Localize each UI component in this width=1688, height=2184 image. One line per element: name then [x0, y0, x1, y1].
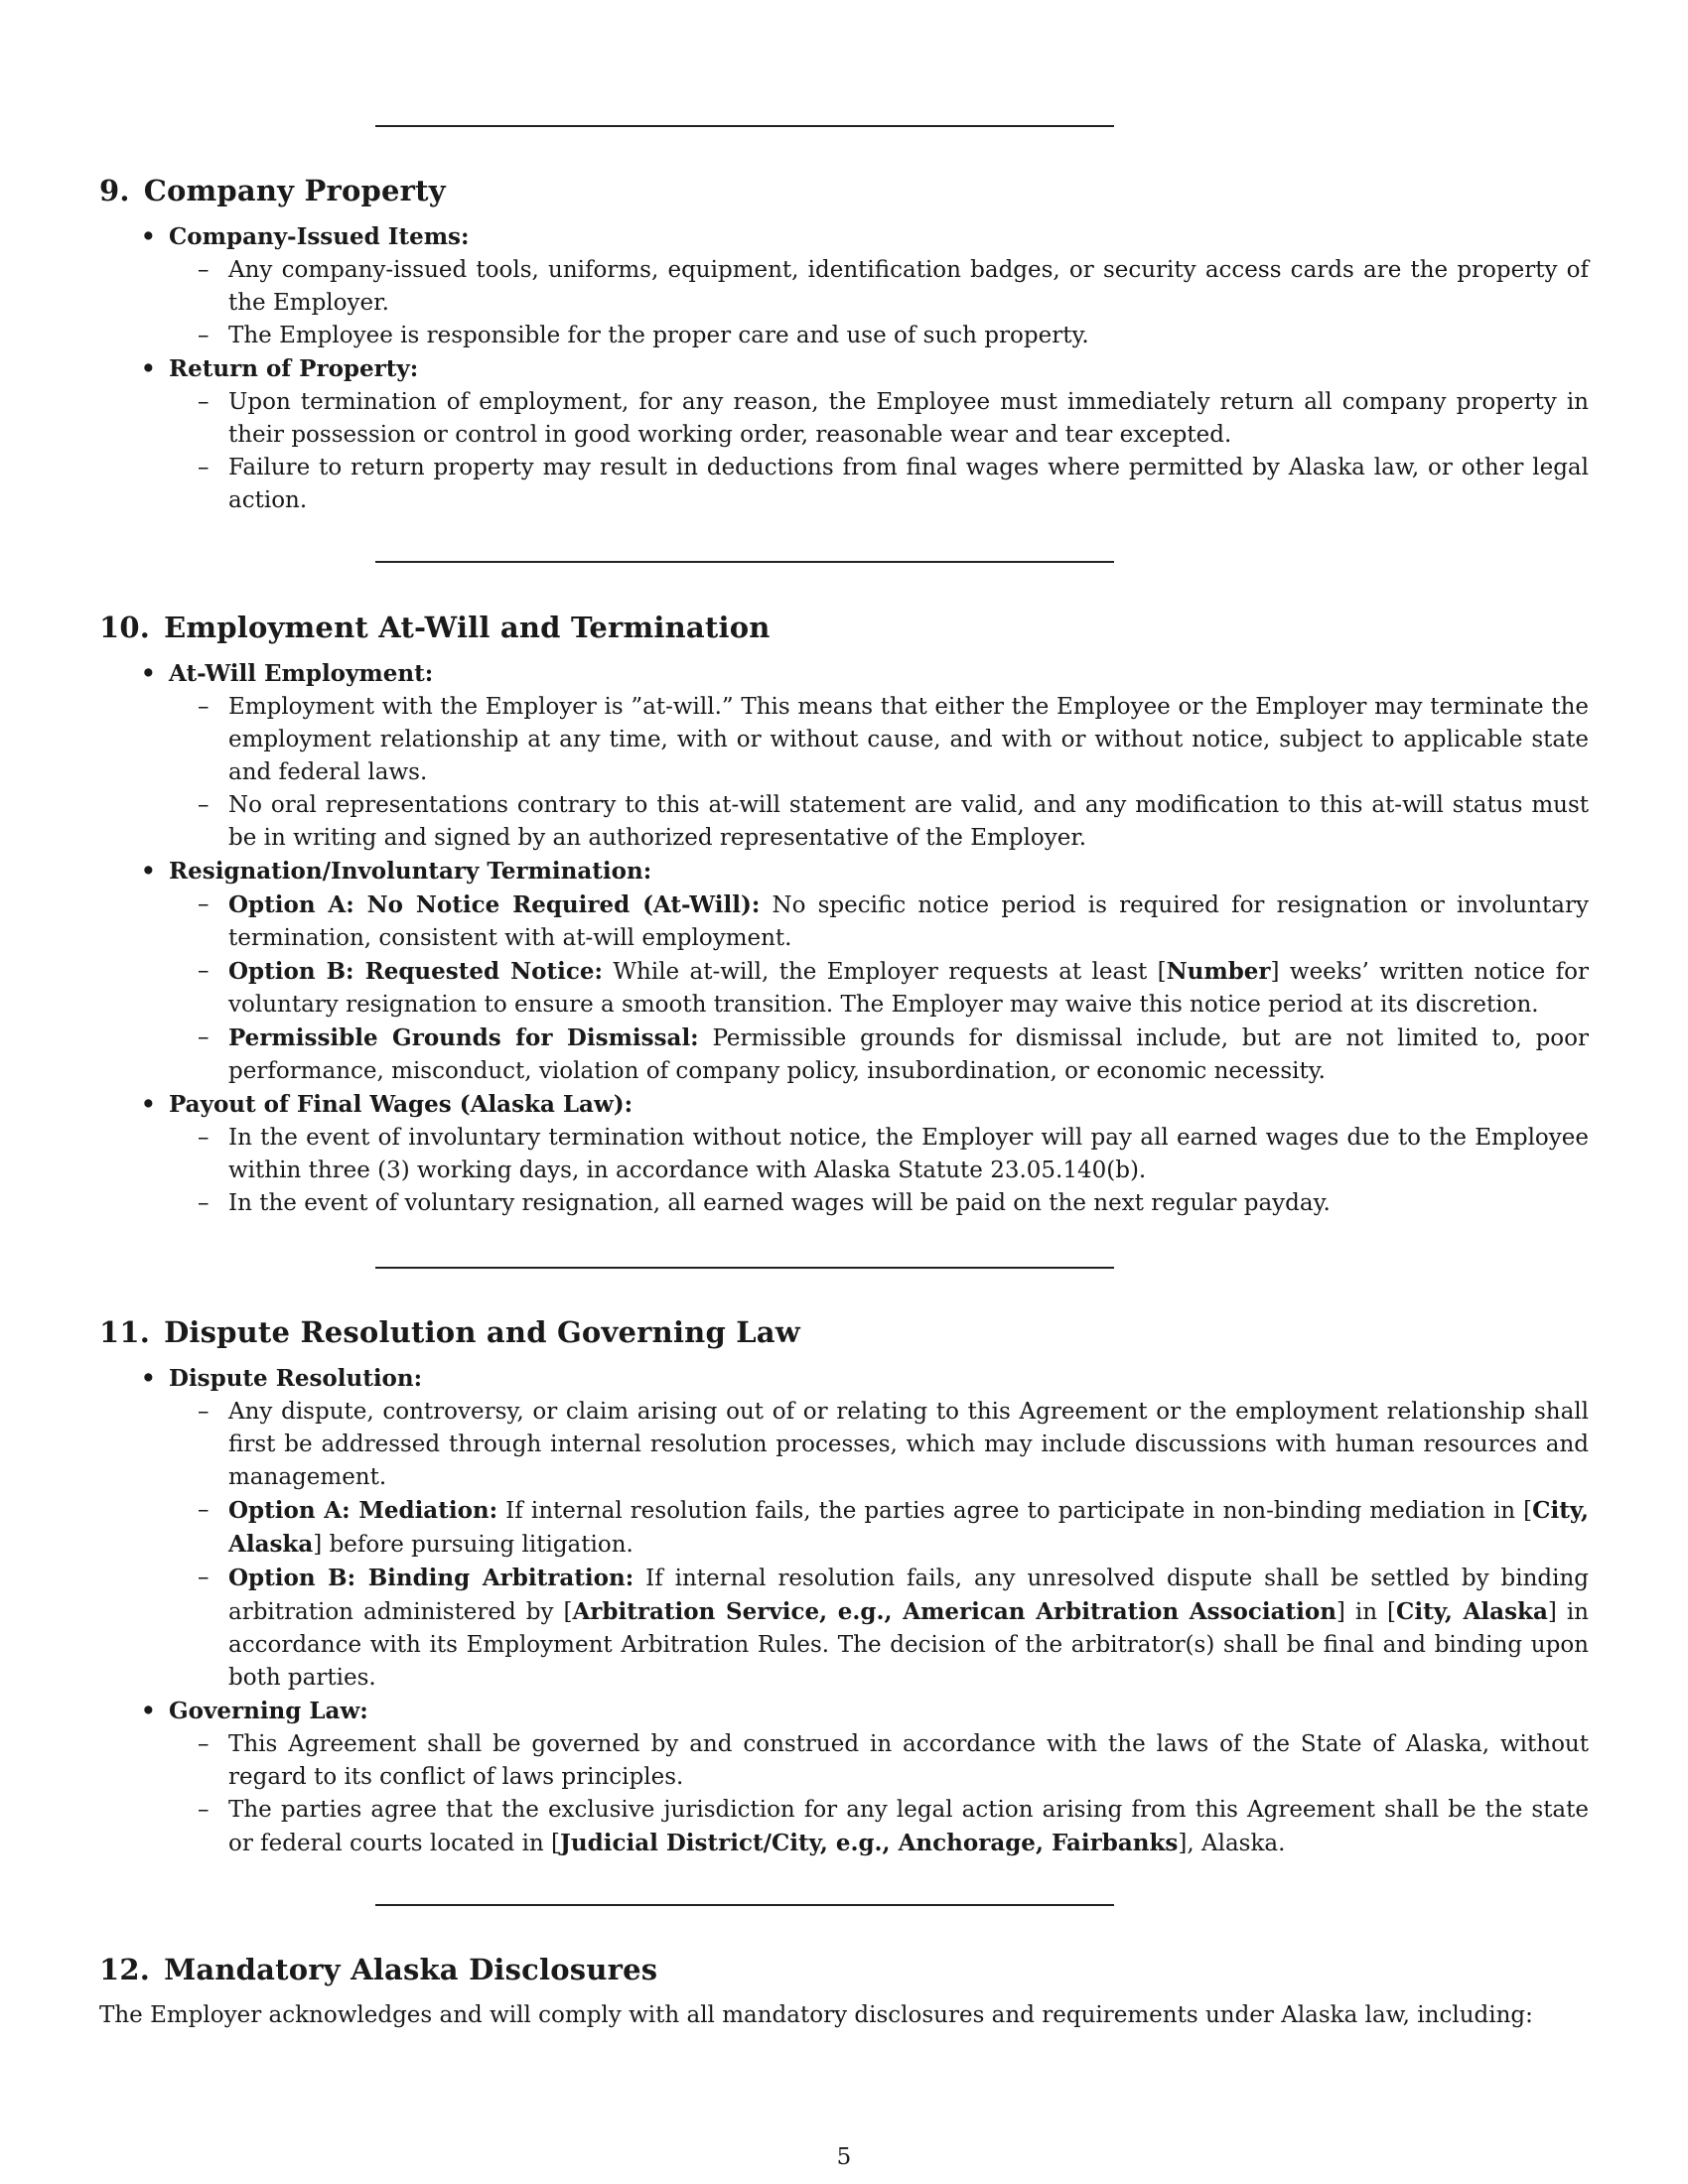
section-divider: [375, 561, 1114, 563]
section-heading: 9. Company Property: [99, 174, 446, 207]
item-heading: Payout of Final Wages (Alaska Law):: [169, 1091, 633, 1118]
item-heading: Governing Law:: [169, 1698, 368, 1724]
list-item: • At-Will Employment: – Employment with the Employer is ”at-will.” This means that either the Employee or the Employer may terminate the employment relationship at any time, with or without cause, and with or without notice, subject to applicable state and federal laws. – No oral representations contrary to this at-will statement are valid, and any modification to this at-will status must be in writing and signed by an authorized representative of the Employer.: [99, 657, 1589, 855]
section-heading: 10. Employment At-Will and Termination: [99, 611, 771, 644]
section-employment-at-will: [99, 608, 1589, 1220]
item-heading: Resignation/Involuntary Termination:: [169, 858, 652, 885]
sub-item: – Option B: Binding Arbitration: If internal resolution fails, any unresolved dispute shall be settled by binding arbitration administered by [Arbitration Service, e.g., American Arbitration Association] in [City, Alaska] in accordance with its Employment Arbitration Rules. The decision of the arbitrator(s) shall be final and binding upon both parties.: [198, 1565, 1589, 1691]
placeholder-field: City, Alaska: [1396, 1598, 1548, 1625]
sub-item: – This Agreement shall be governed by and construed in accordance with the laws of the State of Alaska, without regard to its conflict of laws principles.: [198, 1731, 1589, 1790]
sub-item: – Failure to return property may result in deductions from final wages where permitted by Alaska law, or other legal action.: [198, 455, 1589, 513]
section-dispute-resolution: [99, 1312, 1589, 1860]
section-divider: [375, 1904, 1114, 1906]
placeholder-field: Arbitration Service, e.g., American Arbitration Association: [572, 1598, 1336, 1625]
item-heading: Dispute Resolution:: [169, 1365, 423, 1392]
section-company-property: [99, 171, 1589, 517]
item-heading: At-Will Employment:: [169, 660, 434, 687]
list-item: • Resignation/Involuntary Termination: – Option A: No Notice Required (At-Will): No specific notice period is required for resignation or involuntary termination, consistent with at-will employment. – Option B: Requested Notice: While at-will, the Employer requests at least [Number] weeks’ written notice for voluntary resignation to ensure a smooth transition. The Employer may waive this notice period at its discretion. – Permissible Grounds for Dismissal: Permissible grounds for dismissal include, but are not limited to, poor performance, misconduct, violation of company policy, insubordination, or economic necessity.: [99, 855, 1589, 1088]
list-item: • Governing Law: – This Agreement shall be governed by and construed in accordance with the laws of the State of Alaska, without regard to its conflict of laws principles. – The parties agree that the exclusive jurisdiction for any legal action arising from this Agreement shall be the state or federal courts located in [Judicial District/City, e.g., Anchorage, Fairbanks], Alaska.: [99, 1695, 1589, 1860]
placeholder-field: City, Alaska: [228, 1497, 1589, 1558]
section-heading: 12. Mandatory Alaska Disclosures: [99, 1953, 658, 1986]
sub-item: – Option B: Requested Notice: While at-will, the Employer requests at least [Number] weeks’ written notice for voluntary resignation to ensure a smooth transition. The Employer may waive this notice period at its discretion.: [198, 958, 1590, 1018]
page-number: 5: [836, 2144, 852, 2170]
sub-item: – Upon termination of employment, for any reason, the Employee must immediately return all company property in their possession or control in good working order, reasonable wear and tear excepted.: [198, 389, 1589, 448]
sub-item: – Any company-issued tools, uniforms, equipment, identification badges, or security access cards are the property of the Employer.: [198, 257, 1589, 316]
sub-item: – Option A: Mediation: If internal resolution fails, the parties agree to participate in non-binding mediation in [City, Alaska] before pursuing litigation.: [198, 1497, 1589, 1558]
sub-item: – In the event of voluntary resignation, all earned wages will be paid on the next regular payday.: [198, 1190, 1331, 1216]
item-heading: Return of Property:: [169, 355, 419, 382]
item-heading: Company-Issued Items:: [169, 223, 470, 250]
bullet-list: [99, 657, 1589, 1220]
sub-item: – In the event of involuntary termination without notice, the Employer will pay all earned wages due to the Employee within three (3) working days, in accordance with Alaska Statute 23.05.140(b).: [198, 1125, 1589, 1183]
sub-item: – Any dispute, controversy, or claim arising out of or relating to this Agreement or the employment relationship shall first be addressed through internal resolution processes, which may include discussions with human resources and management.: [198, 1399, 1589, 1490]
section-heading: 11. Dispute Resolution and Governing Law: [99, 1315, 800, 1349]
section-alaska-disclosures: [99, 1950, 1589, 2032]
sub-item: – The parties agree that the exclusive jurisdiction for any legal action arising from this Agreement shall be the state or federal courts located in [Judicial District/City, e.g., Anchorage, Fairbanks], Alaska.: [198, 1797, 1589, 1856]
list-item: • Return of Property: – Upon termination of employment, for any reason, the Employee must immediately return all company property in their possession or control in good working order, reasonable wear and tear excepted. – Failure to return property may result in deductions from final wages where permitted by Alaska law, or other legal action.: [99, 352, 1589, 517]
placeholder-field: Number: [1166, 958, 1271, 985]
section-divider-top: [375, 125, 1114, 127]
list-item: • Dispute Resolution: – Any dispute, controversy, or claim arising out of or relating to this Agreement or the employment relationship shall first be addressed through internal resolution processes, which may include discussions with human resources and management. – Option A: Mediation: If internal resolution fails, the parties agree to participate in non-binding mediation in [City, Alaska] before pursuing litigation. – Option B: Binding Arbitration: If internal resolution fails, any unresolved dispute shall be settled by binding arbitration administered by [Arbitration Service, e.g., American Arbitration Association] in [City, Alaska] in accordance with its Employment Arbitration Rules. The decision of the arbitrator(s) shall be final and binding upon both parties.: [99, 1362, 1589, 1695]
list-item: • Company-Issued Items: – Any company-issued tools, uniforms, equipment, identification badges, or security access cards are the property of the Employer. – The Employee is responsible for the proper care and use of such property.: [99, 220, 1589, 352]
list-item: • Payout of Final Wages (Alaska Law): – In the event of involuntary termination without notice, the Employer will pay all earned wages due to the Employee within three (3) working days, in accordance with Alaska Statute 23.05.140(b). – In the event of voluntary resignation, all earned wages will be paid on the next regular payday.: [99, 1088, 1589, 1220]
sub-item: – Permissible Grounds for Dismissal: Permissible grounds for dismissal include, but are not limited to, poor performance, misconduct, violation of company policy, insubordination, or economic necessity.: [198, 1024, 1589, 1084]
sub-item: – Option A: No Notice Required (At-Will): No specific notice period is required for resignation or involuntary termination, consistent with at-will employment.: [198, 891, 1589, 951]
section-intro: The Employer acknowledges and will comply with all mandatory disclosures and requirements under Alaska law, including:: [99, 2002, 1533, 2028]
sub-item: – No oral representations contrary to this at-will statement are valid, and any modification to this at-will status must be in writing and signed by an authorized representative of the Employer.: [198, 792, 1589, 851]
placeholder-field: Judicial District/City, e.g., Anchorage, Fairbanks: [560, 1830, 1179, 1856]
sub-item: – The Employee is responsible for the proper care and use of such property.: [198, 323, 1089, 348]
sub-item: – Employment with the Employer is ”at-will.” This means that either the Employee or the Employer may terminate the employment relationship at any time, with or without cause, and with or without notice, subject to applicable state and federal laws.: [198, 694, 1589, 785]
bullet-list: [99, 220, 1589, 517]
bullet-list: [99, 1362, 1589, 1860]
section-divider: [375, 1267, 1114, 1269]
